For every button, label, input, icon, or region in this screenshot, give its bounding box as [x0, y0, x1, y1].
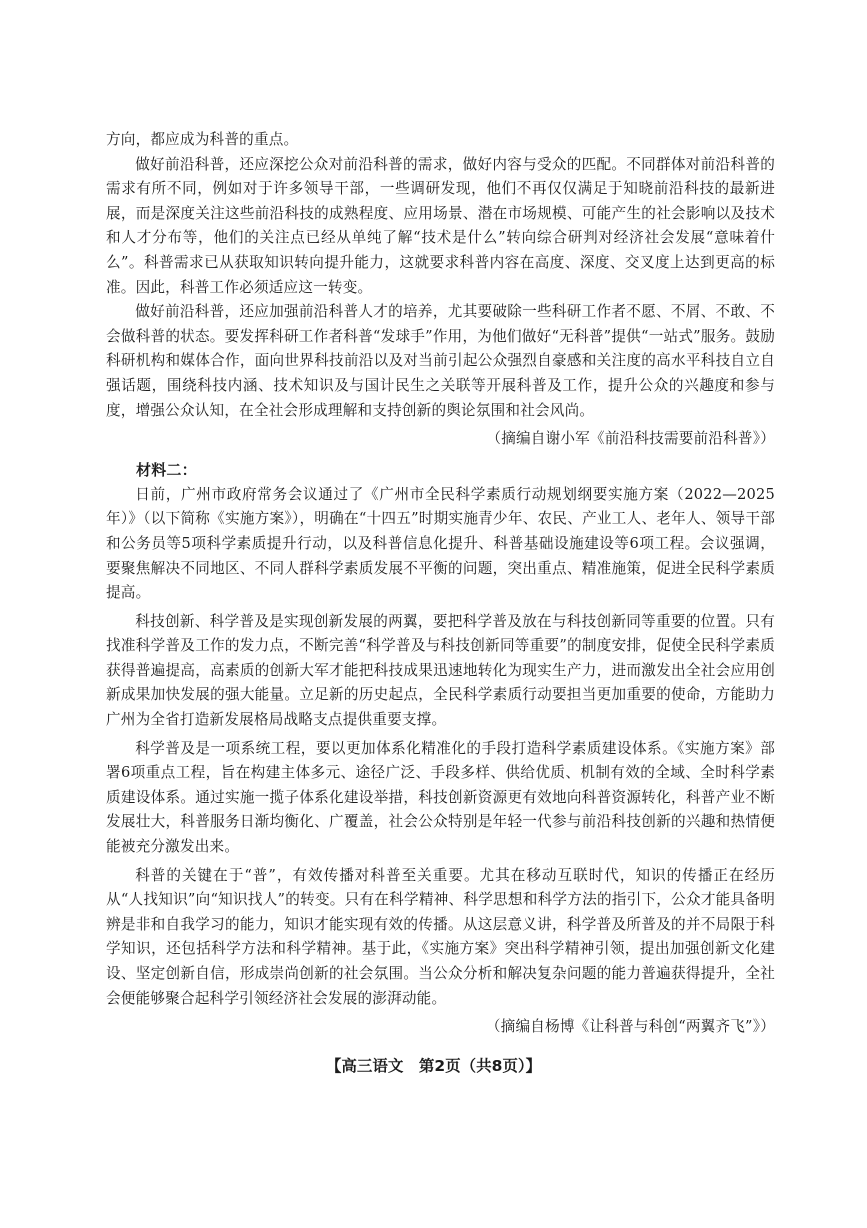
material2-paragraph-3: 科学普及是一项系统工程，要以更加体系化精准化的手段打造科学素质建设体系。《实施方案》部署6项重点工程，旨在构建主体多元、途径广泛、手段多样、供给优质、机制有效的全域、全时科学素质建设体系。通过实施一揽子体系化建设举措，科技创新资源更有效地向科普资源转化，科普产业不断发展壮大，科普服务日渐均衡化、广覆盖，社会公众特别是年轻一代参与前沿科技创新的兴趣和热情便能被充分激发出来。: [106, 739, 775, 856]
material2-paragraph-4: 科普的关键在于“普”，有效传播对科普至关重要。尤其在移动互联时代，知识的传播正在经历从“人找知识”向“知识找人”的转变。只有在科学精神、科学思想和科学方法的指引下，公众才能具备明辨是非和自我学习的能力，知识才能实现有效的传播。从这层意义讲，科学普及所普及的并不局限于科学知识，还包括科学方法和科学精神。基于此，《实施方案》突出科学精神引领，提出加强创新文化建设、坚定创新自信，形成崇尚创新的社会氛围。当公众分析和解决复杂问题的能力普遍获得提升，全社会便能够聚合起科学引领经济社会发展的澎湃动能。: [106, 866, 775, 1007]
material2-source: （摘编自杨博《让科普与科创“两翼齐飞”》）: [485, 1018, 775, 1036]
material2-paragraph-2: 科技创新、科学普及是实现创新发展的两翼，要把科学普及放在与科技创新同等重要的位置。只有找准科学普及工作的发力点，不断完善“科学普及与科技创新同等重要”的制度安排，促使全民科学素质获得普遍提高，高素质的创新大军才能把科技成果迅速地转化为现实生产力，进而激发出全社会应用创新成果加快发展的强大能量。立足新的历史起点，全民科学素质行动要担当更加重要的使命，方能助力广州为全省打造新发展格局战略支点提供重要支撑。: [106, 612, 775, 729]
material2-heading: 材料二：: [136, 460, 197, 479]
material1-paragraph-1: 做好前沿科普，还应深挖公众对前沿科普的需求，做好内容与受众的匹配。不同群体对前沿科普的需求有所不同，例如对于许多领导干部，一些调研发现，他们不再仅仅满足于知晓前沿科技的最新进展，而是深度关注这些前沿科技的成熟程度、应用场景、潜在市场规模、可能产生的社会影响以及技术和人才分布等，他们的关注点已经从单纯了解“技术是什么”转向综合研判对经济社会发展“意味着什么”。科普需求已从获取知识转向提升能力，这就要求科普内容在高度、深度、交叉度上达到更高的标准。因此，科普工作必须适应这一转变。: [106, 155, 775, 296]
page-footer: 【高三语文 第2页（共8页）】: [325, 1057, 542, 1075]
material1-source: （摘编自谢小军《前沿科技需要前沿科普》）: [486, 430, 775, 448]
material2-paragraph-1: 日前，广州市政府常务会议通过了《广州市全民科学素质行动规划纲要实施方案（2022—2025年）》（以下简称《实施方案》），明确在“十四五”时期实施青少年、农民、产业工人、老年人、领导干部和公务员等5项科学素质提升行动，以及科普信息化提升、科普基础设施建设等6项工程。会议强调，要聚焦解决不同地区、不同人群科学素质发展不平衡的问题，突出重点、精准施策，促进全民科学素质提高。: [106, 485, 775, 602]
material1-paragraph-2: 做好前沿科普，还应加强前沿科普人才的培养，尤其要破除一些科研工作者不愿、不屑、不敢、不会做科普的状态。要发挥科研工作者科普“发球手”作用，为他们做好“无科普”提供“一站式”服务。鼓励科研机构和媒体合作，面向世界科技前沿以及对当前引起公众强烈自豪感和关注度的高水平科技自立自强话题，围绕科技内涵、技术知识及与国计民生之关联等开展科普及工作，提升公众的兴趣度和参与度，增强公众认知，在全社会形成理解和支持创新的舆论氛围和社会风尚。: [106, 303, 775, 419]
material1-continuation: 方向，都应成为科普的重点。: [106, 131, 299, 148]
